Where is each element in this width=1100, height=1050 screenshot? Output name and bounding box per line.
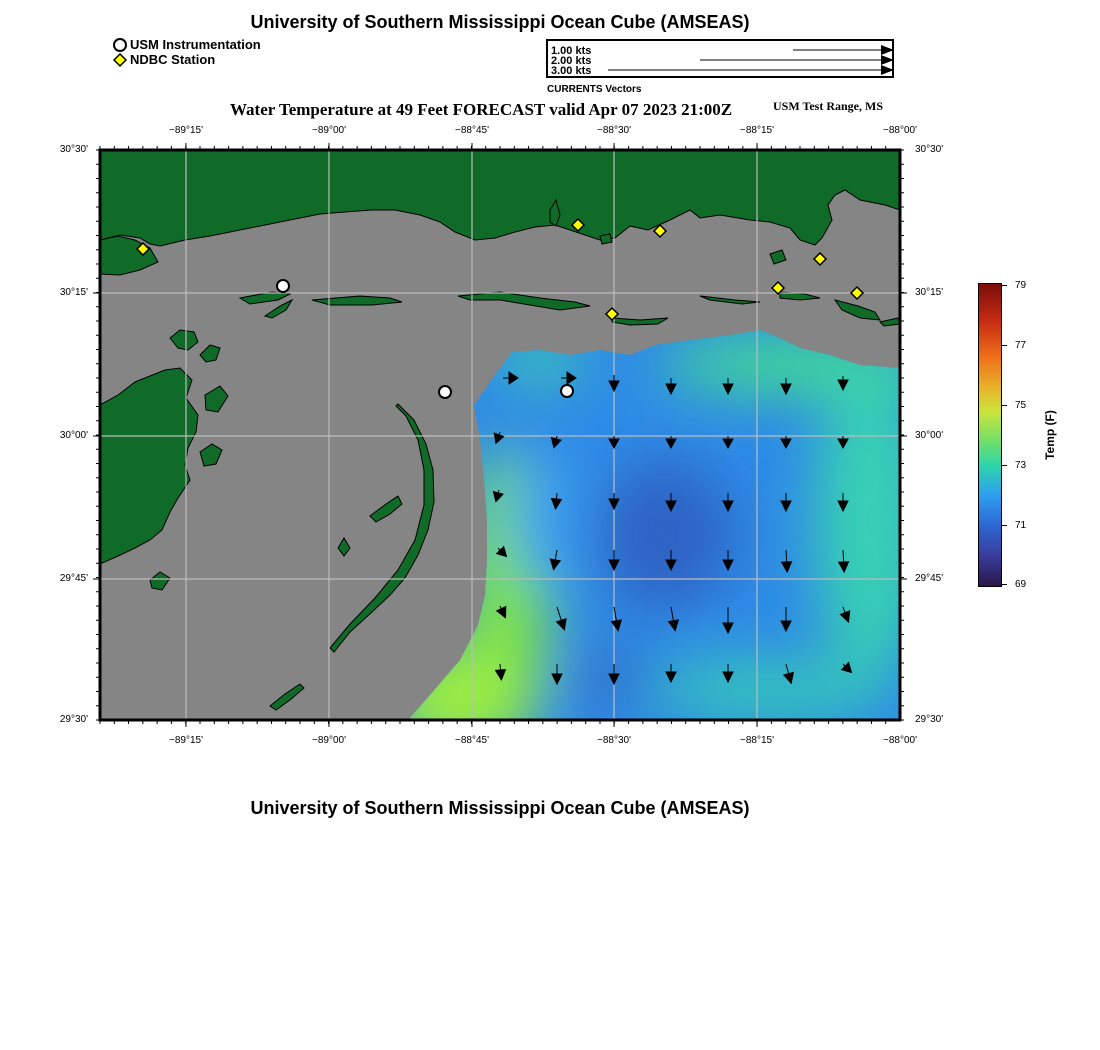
usm-station-marker[interactable] — [561, 385, 573, 397]
lat-tick-left: 30°00' — [59, 430, 88, 441]
lon-tick-bottom: −89°00' — [312, 735, 346, 746]
legend-ndbc-label: NDBC Station — [130, 52, 216, 67]
river-mouth-2 — [600, 234, 612, 244]
map-subtitle: Water Temperature at 49 Feet FORECAST valid Apr 07 2023 21:00Z — [230, 100, 733, 119]
colorbar-tick-mark — [1002, 405, 1007, 406]
lat-tick-right: 29°45' — [915, 573, 944, 584]
colorbar-tick-mark — [1002, 345, 1007, 346]
colorbar-tick-label: 71 — [1015, 520, 1027, 531]
colorbar-tick-mark — [1002, 465, 1007, 466]
colorbar-tick-label: 73 — [1015, 460, 1027, 471]
lon-tick-top: −88°45' — [455, 125, 489, 136]
vector-label-1: 1.00 kts — [551, 45, 592, 57]
vector-caption: CURRENTS Vectors — [547, 84, 642, 95]
lat-tick-left: 29°30' — [59, 714, 88, 725]
colorbar-tick-mark — [1002, 525, 1007, 526]
lon-tick-top: −88°30' — [597, 125, 631, 136]
temp-mid-west — [510, 455, 580, 585]
colorbar-tick-label: 75 — [1015, 400, 1027, 411]
temp-cold-south — [565, 648, 655, 712]
lat-tick-right: 30°15' — [915, 287, 944, 298]
temp-cold-core — [595, 460, 735, 610]
temp-east — [815, 360, 920, 680]
legend-usm-label: USM Instrumentation — [130, 37, 261, 52]
usm-station-marker[interactable] — [439, 386, 451, 398]
lon-tick-bottom: −88°45' — [455, 735, 489, 746]
lat-tick-left: 30°30' — [59, 144, 88, 155]
vector-scale-box — [546, 39, 894, 78]
lon-tick-bottom: −88°30' — [597, 735, 631, 746]
colorbar-tick-label: 69 — [1015, 579, 1027, 590]
vector-scale-head-3 — [881, 65, 894, 75]
top-title: University of Southern Mississippi Ocean Cube (AMSEAS) — [250, 12, 750, 32]
map-area[interactable] — [90, 140, 920, 732]
vector-scale-head-2 — [881, 55, 894, 65]
lat-tick-right: 30°30' — [915, 144, 944, 155]
colorbar-tick-label: 79 — [1015, 280, 1027, 291]
lon-tick-bottom: −89°15' — [169, 735, 203, 746]
lat-tick-left: 29°45' — [59, 573, 88, 584]
lon-tick-bottom: −88°00' — [883, 735, 917, 746]
colorbar-tick-mark — [1002, 285, 1007, 286]
usm-circle-icon — [114, 39, 126, 51]
usm-station-marker[interactable] — [277, 280, 289, 292]
vector-label-3: 3.00 kts — [551, 65, 592, 77]
colorbar-tick-label: 77 — [1015, 340, 1027, 351]
temp-southeast — [650, 660, 890, 720]
lon-tick-top: −89°15' — [169, 125, 203, 136]
vector-label-2: 2.00 kts — [551, 55, 592, 67]
lon-tick-top: −89°00' — [312, 125, 346, 136]
map-region: USM Test Range, MS — [773, 99, 884, 113]
lon-tick-top: −88°15' — [740, 125, 774, 136]
lat-tick-right: 30°00' — [915, 430, 944, 441]
legend-symbols — [112, 37, 132, 69]
colorbar-tick-mark — [1002, 584, 1007, 585]
vector-scale-head-1 — [881, 45, 894, 55]
colorbar-ticks — [978, 283, 1008, 587]
vector-scale-arrows — [548, 41, 894, 78]
lat-tick-left: 30°15' — [59, 287, 88, 298]
lat-tick-right: 29°30' — [915, 714, 944, 725]
colorbar-label: Temp (F) — [1043, 410, 1057, 460]
lon-tick-top: −88°00' — [883, 125, 917, 136]
ndbc-diamond-icon — [114, 54, 126, 66]
lon-tick-bottom: −88°15' — [740, 735, 774, 746]
map-svg — [90, 140, 920, 732]
bottom-title: University of Southern Mississippi Ocean Cube (AMSEAS) — [250, 798, 750, 818]
